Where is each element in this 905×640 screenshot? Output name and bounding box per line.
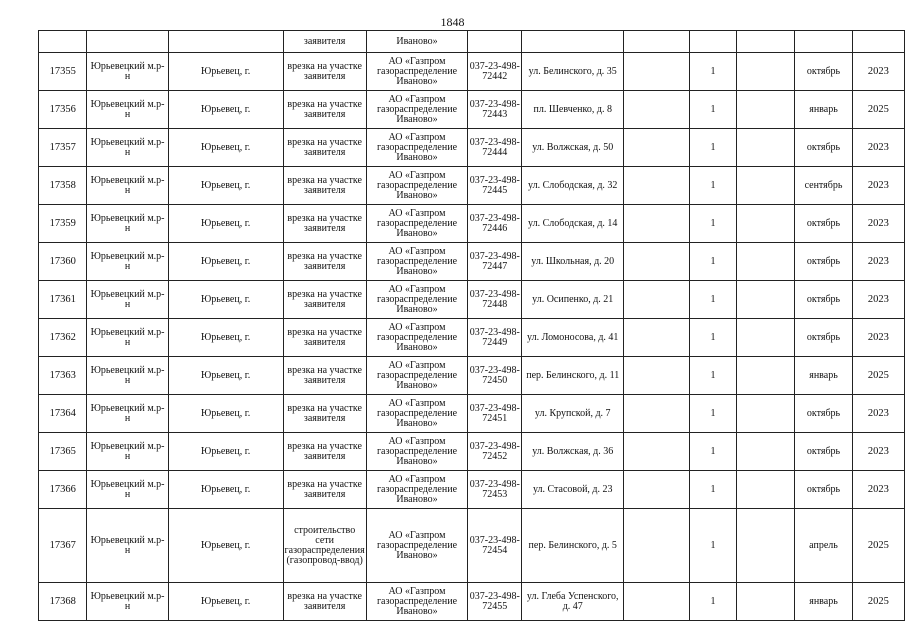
organization-cell: АО «Газпром газораспределение Иваново»	[366, 583, 467, 621]
blank-cell	[736, 583, 794, 621]
organization-cell: АО «Газпром газораспределение Иваново»	[366, 243, 467, 281]
blank-cell	[736, 471, 794, 509]
blank-cell	[736, 243, 794, 281]
blank-cell	[736, 91, 794, 129]
work-type-cell: врезка на участке заявителя	[283, 129, 366, 167]
address-cell: ул. Белинского, д. 35	[522, 53, 624, 91]
row-number-cell: 17366	[39, 471, 87, 509]
application-code-cell: 037-23-498-72447	[468, 243, 522, 281]
work-type-cell: врезка на участке заявителя	[283, 395, 366, 433]
quantity-cell: 1	[690, 53, 737, 91]
blank-cell	[736, 319, 794, 357]
town-cell: Юрьевец, г.	[168, 509, 283, 583]
address-cell: пл. Шевченко, д. 8	[522, 91, 624, 129]
town-cell: Юрьевец, г.	[168, 167, 283, 205]
month-cell: январь	[795, 357, 852, 395]
town-cell: Юрьевец, г.	[168, 395, 283, 433]
town-cell: Юрьевец, г.	[168, 583, 283, 621]
town-cell: Юрьевец, г.	[168, 433, 283, 471]
year-cell: 2023	[852, 167, 904, 205]
organization-cell: АО «Газпром газораспределение Иваново»	[366, 357, 467, 395]
address-cell: ул. Крупской, д. 7	[522, 395, 624, 433]
blank-cell	[736, 509, 794, 583]
application-code-cell: 037-23-498-72450	[468, 357, 522, 395]
work-type-cell: врезка на участке заявителя	[283, 583, 366, 621]
year-cell: 2023	[852, 243, 904, 281]
table-row	[39, 319, 905, 357]
quantity-cell: 1	[690, 319, 737, 357]
address-cell: ул. Школьная, д. 20	[522, 243, 624, 281]
address-cell: ул. Волжская, д. 36	[522, 433, 624, 471]
table-row	[39, 129, 905, 167]
address-cell: пер. Белинского, д. 11	[522, 357, 624, 395]
blank-cell	[624, 205, 690, 243]
work-type-cell: врезка на участке заявителя	[283, 243, 366, 281]
year-cell: 2025	[852, 357, 904, 395]
organization-cell: АО «Газпром газораспределение Иваново»	[366, 129, 467, 167]
organization-cell: АО «Газпром газораспределение Иваново»	[366, 319, 467, 357]
row-number-cell: 17359	[39, 205, 87, 243]
town-cell: Юрьевец, г.	[168, 471, 283, 509]
district-cell: Юрьевецкий м.р-н	[87, 243, 168, 281]
month-cell: апрель	[795, 509, 852, 583]
organization-cell: АО «Газпром газораспределение Иваново»	[366, 167, 467, 205]
year-cell: 2025	[852, 91, 904, 129]
application-code-cell: 037-23-498-72445	[468, 167, 522, 205]
district-cell: Юрьевецкий м.р-н	[87, 357, 168, 395]
month-cell: январь	[795, 583, 852, 621]
blank-cell	[624, 357, 690, 395]
district-cell: Юрьевецкий м.р-н	[87, 509, 168, 583]
organization-cell: АО «Газпром газораспределение Иваново»	[366, 471, 467, 509]
blank-cell	[624, 433, 690, 471]
month-cell: январь	[795, 91, 852, 129]
row-number-cell: 17364	[39, 395, 87, 433]
row-number-cell: 17361	[39, 281, 87, 319]
organization-cell: АО «Газпром газораспределение Иваново»	[366, 433, 467, 471]
work-type-cell: врезка на участке заявителя	[283, 357, 366, 395]
district-cell: Юрьевецкий м.р-н	[87, 53, 168, 91]
work-type-cell: врезка на участке заявителя	[283, 433, 366, 471]
quantity-cell: 1	[690, 357, 737, 395]
district-cell: Юрьевецкий м.р-н	[87, 167, 168, 205]
work-type-cell: врезка на участке заявителя	[283, 319, 366, 357]
table-row	[39, 91, 905, 129]
blank-cell	[736, 395, 794, 433]
month-cell: сентябрь	[795, 167, 852, 205]
quantity-cell: 1	[690, 433, 737, 471]
blank-cell	[624, 53, 690, 91]
table-row	[39, 509, 905, 583]
organization-cell: АО «Газпром газораспределение Иваново»	[366, 281, 467, 319]
blank-cell	[736, 433, 794, 471]
blank-cell	[624, 319, 690, 357]
table-row	[39, 433, 905, 471]
work-type-cell: строительство сети газораспределения (газопровод-ввод)	[283, 509, 366, 583]
row-number-cell: 17367	[39, 509, 87, 583]
blank-cell	[624, 471, 690, 509]
address-cell: ул. Ломоносова, д. 41	[522, 319, 624, 357]
table-row	[39, 167, 905, 205]
row-number-cell: 17360	[39, 243, 87, 281]
year-cell: 2023	[852, 471, 904, 509]
quantity-cell: 1	[690, 395, 737, 433]
blank-cell	[736, 357, 794, 395]
town-cell: Юрьевец, г.	[168, 357, 283, 395]
blank-cell	[624, 281, 690, 319]
address-cell: пер. Белинского, д. 5	[522, 509, 624, 583]
work-type-cell: врезка на участке заявителя	[283, 281, 366, 319]
year-cell: 2023	[852, 319, 904, 357]
address-cell: ул. Слободская, д. 14	[522, 205, 624, 243]
address-cell: ул. Осипенко, д. 21	[522, 281, 624, 319]
gas-connection-registry-table	[38, 30, 905, 621]
continued-work-cell: заявителя	[283, 31, 366, 53]
quantity-cell: 1	[690, 471, 737, 509]
town-cell: Юрьевец, г.	[168, 53, 283, 91]
table-row	[39, 357, 905, 395]
row-number-cell: 17357	[39, 129, 87, 167]
district-cell: Юрьевецкий м.р-н	[87, 395, 168, 433]
blank-cell	[736, 281, 794, 319]
blank-cell	[736, 205, 794, 243]
year-cell: 2023	[852, 129, 904, 167]
quantity-cell: 1	[690, 91, 737, 129]
month-cell: октябрь	[795, 319, 852, 357]
district-cell: Юрьевецкий м.р-н	[87, 583, 168, 621]
continued-row	[39, 31, 905, 53]
work-type-cell: врезка на участке заявителя	[283, 91, 366, 129]
blank-cell	[736, 53, 794, 91]
address-cell: ул. Глеба Успенского, д. 47	[522, 583, 624, 621]
application-code-cell: 037-23-498-72448	[468, 281, 522, 319]
row-number-cell: 17362	[39, 319, 87, 357]
year-cell: 2023	[852, 281, 904, 319]
row-number-cell: 17368	[39, 583, 87, 621]
work-type-cell: врезка на участке заявителя	[283, 167, 366, 205]
application-code-cell: 037-23-498-72442	[468, 53, 522, 91]
row-number-cell: 17365	[39, 433, 87, 471]
blank-cell	[624, 129, 690, 167]
application-code-cell: 037-23-498-72453	[468, 471, 522, 509]
quantity-cell: 1	[690, 583, 737, 621]
year-cell: 2025	[852, 509, 904, 583]
town-cell: Юрьевец, г.	[168, 281, 283, 319]
quantity-cell: 1	[690, 243, 737, 281]
district-cell: Юрьевецкий м.р-н	[87, 319, 168, 357]
row-number-cell: 17355	[39, 53, 87, 91]
blank-cell	[624, 167, 690, 205]
district-cell: Юрьевецкий м.р-н	[87, 129, 168, 167]
blank-cell	[624, 395, 690, 433]
district-cell: Юрьевецкий м.р-н	[87, 281, 168, 319]
table-row	[39, 471, 905, 509]
table-row	[39, 281, 905, 319]
blank-cell	[624, 583, 690, 621]
table-row	[39, 205, 905, 243]
page-number: 1848	[440, 15, 465, 29]
year-cell: 2023	[852, 395, 904, 433]
district-cell: Юрьевецкий м.р-н	[87, 433, 168, 471]
month-cell: октябрь	[795, 205, 852, 243]
row-number-cell: 17358	[39, 167, 87, 205]
blank-cell	[736, 129, 794, 167]
application-code-cell: 037-23-498-72444	[468, 129, 522, 167]
table-row	[39, 395, 905, 433]
row-number-cell: 17363	[39, 357, 87, 395]
blank-cell	[624, 91, 690, 129]
address-cell: ул. Слободская, д. 32	[522, 167, 624, 205]
month-cell: октябрь	[795, 243, 852, 281]
blank-cell	[624, 509, 690, 583]
district-cell: Юрьевецкий м.р-н	[87, 471, 168, 509]
year-cell: 2023	[852, 433, 904, 471]
month-cell: октябрь	[795, 471, 852, 509]
application-code-cell: 037-23-498-72455	[468, 583, 522, 621]
month-cell: октябрь	[795, 395, 852, 433]
work-type-cell: врезка на участке заявителя	[283, 53, 366, 91]
application-code-cell: 037-23-498-72454	[468, 509, 522, 583]
district-cell: Юрьевецкий м.р-н	[87, 205, 168, 243]
blank-cell	[624, 243, 690, 281]
blank-cell	[736, 167, 794, 205]
town-cell: Юрьевец, г.	[168, 205, 283, 243]
organization-cell: АО «Газпром газораспределение Иваново»	[366, 205, 467, 243]
continued-org-cell: Иваново»	[366, 31, 467, 53]
organization-cell: АО «Газпром газораспределение Иваново»	[366, 509, 467, 583]
organization-cell: АО «Газпром газораспределение Иваново»	[366, 395, 467, 433]
town-cell: Юрьевец, г.	[168, 129, 283, 167]
quantity-cell: 1	[690, 281, 737, 319]
district-cell: Юрьевецкий м.р-н	[87, 91, 168, 129]
month-cell: октябрь	[795, 433, 852, 471]
town-cell: Юрьевец, г.	[168, 243, 283, 281]
month-cell: октябрь	[795, 53, 852, 91]
table-row	[39, 53, 905, 91]
table-row	[39, 243, 905, 281]
organization-cell: АО «Газпром газораспределение Иваново»	[366, 91, 467, 129]
quantity-cell: 1	[690, 167, 737, 205]
quantity-cell: 1	[690, 205, 737, 243]
address-cell: ул. Стасовой, д. 23	[522, 471, 624, 509]
work-type-cell: врезка на участке заявителя	[283, 471, 366, 509]
quantity-cell: 1	[690, 509, 737, 583]
address-cell: ул. Волжская, д. 50	[522, 129, 624, 167]
month-cell: октябрь	[795, 281, 852, 319]
application-code-cell: 037-23-498-72452	[468, 433, 522, 471]
work-type-cell: врезка на участке заявителя	[283, 205, 366, 243]
application-code-cell: 037-23-498-72446	[468, 205, 522, 243]
year-cell: 2023	[852, 53, 904, 91]
town-cell: Юрьевец, г.	[168, 319, 283, 357]
row-number-cell: 17356	[39, 91, 87, 129]
organization-cell: АО «Газпром газораспределение Иваново»	[366, 53, 467, 91]
year-cell: 2023	[852, 205, 904, 243]
month-cell: октябрь	[795, 129, 852, 167]
year-cell: 2025	[852, 583, 904, 621]
quantity-cell: 1	[690, 129, 737, 167]
town-cell: Юрьевец, г.	[168, 91, 283, 129]
application-code-cell: 037-23-498-72451	[468, 395, 522, 433]
table-row	[39, 583, 905, 621]
application-code-cell: 037-23-498-72449	[468, 319, 522, 357]
application-code-cell: 037-23-498-72443	[468, 91, 522, 129]
